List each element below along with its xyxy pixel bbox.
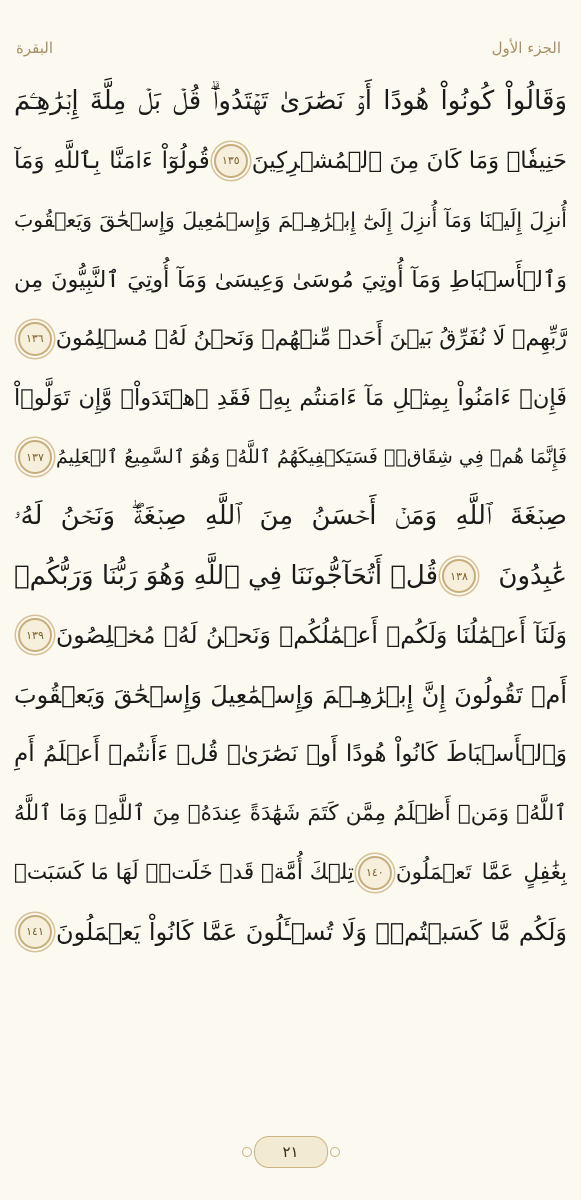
- verse-text: أُنزِلَ إِلَيۡنَا وَمَآ أُنزِلَ إِلَىٰٓ إِبۡرَٰهِـۧمَ وَإِسۡمَٰعِيلَ وَإِسۡحَٰقَ وَيَعۡقُوبَ: [14, 208, 567, 233]
- juz-label: الجزء الأول: [491, 39, 561, 57]
- verse-line: [14, 191, 567, 250]
- ayah-number-marker: ١٣٦: [18, 322, 52, 356]
- verse-line: [14, 131, 567, 190]
- verse-text: حَنِيفٗاۖ وَمَا كَانَ مِنَ ٱلۡمُشۡرِكِينَ: [251, 147, 567, 174]
- ayah-number-marker: ١٣٨: [442, 559, 476, 593]
- verse-line: [14, 368, 567, 427]
- ayah-number-marker: ١٤٠: [358, 856, 392, 890]
- quran-text-block: [14, 72, 567, 961]
- verse-text: وَٱلۡأَسۡبَاطِ وَمَآ أُوتِيَ مُوسَىٰ وَعِيسَىٰ وَمَآ أُوتِيَ ٱلنَّبِيُّونَ مِن: [14, 266, 567, 293]
- verse-line: [14, 309, 567, 368]
- page-number-container: [0, 1136, 581, 1168]
- ayah-number-marker: ١٣٧: [18, 440, 52, 474]
- verse-text: تِلۡكَ أُمَّةٞ قَدۡ خَلَتۡۖ لَهَا مَا كَسَبَتۡ: [14, 860, 354, 885]
- page-number: ٢١: [282, 1143, 299, 1161]
- verse-line: [14, 843, 567, 902]
- verse-text: صِبۡغَةَ ٱللَّهِ وَمَنۡ أَحۡسَنُ مِنَ ٱللَّهِ صِبۡغَةٗۖ وَنَحۡنُ لَهُۥ: [14, 501, 567, 532]
- page-header: [16, 36, 561, 60]
- verse-line: [14, 665, 567, 724]
- verse-text: قُولُوٓاْ ءَامَنَّا بِٱللَّهِ وَمَآ: [14, 147, 210, 174]
- verse-text: وَقَالُواْ كُونُواْ هُودًا أَوۡ نَصَٰرَىٰ تَهۡتَدُواْۗ قُلۡ بَلۡ مِلَّةَ إِبۡرَٰهِـۧمَ: [14, 86, 567, 117]
- verse-line: [14, 902, 567, 961]
- verse-text: ٱللَّهُۗ وَمَنۡ أَظۡلَمُ مِمَّن كَتَمَ شَهَٰدَةً عِندَهُۥ مِنَ ٱللَّهِۗ وَمَا ٱللَّهُ: [14, 800, 567, 826]
- verse-line: [14, 724, 567, 783]
- verse-text: فَإِنۡ ءَامَنُواْ بِمِثۡلِ مَآ ءَامَنتُم بِهِۦ فَقَدِ ٱهۡتَدَواْۖ وَّإِن تَوَلَّوۡاْ: [14, 385, 567, 412]
- verse-line: [14, 250, 567, 309]
- verse-text: وَلَنَآ أَعۡمَٰلُنَا وَلَكُمۡ أَعۡمَٰلُكُمۡ وَنَحۡنُ لَهُۥ مُخۡلِصُونَ: [56, 621, 567, 650]
- ayah-number-marker: ١٤١: [18, 915, 52, 949]
- verse-line: [14, 487, 567, 546]
- verse-line: [14, 606, 567, 665]
- ayah-number-marker: ١٣٥: [214, 144, 248, 178]
- page-number-badge: [254, 1136, 328, 1168]
- verse-text: أَمۡ تَقُولُونَ إِنَّ إِبۡرَٰهِـۧمَ وَإِسۡمَٰعِيلَ وَإِسۡحَٰقَ وَيَعۡقُوبَ: [14, 680, 567, 709]
- verse-text: عَٰبِدُونَ: [498, 561, 567, 592]
- verse-text: فَإِنَّمَا هُمۡ فِي شِقَاقٖۖ فَسَيَكۡفِيكَهُمُ ٱللَّهُۚ وَهُوَ ٱلسَّمِيعُ ٱلۡعَلِيمُ: [56, 446, 567, 469]
- surah-name: البقرة: [16, 39, 53, 57]
- verse-line: [14, 546, 567, 605]
- verse-text: وَلَكُم مَّا كَسَبۡتُمۡۖ وَلَا تُسۡـَٔلُونَ عَمَّا كَانُواْ يَعۡمَلُونَ: [56, 917, 567, 946]
- verse-text: قُلۡ أَتُحَآجُّونَنَا فِي ٱللَّهِ وَهُوَ رَبُّنَا وَرَبُّكُمۡ: [14, 561, 439, 592]
- verse-line: [14, 784, 567, 843]
- verse-text: بِغَٰفِلٍ عَمَّا تَعۡمَلُونَ: [395, 860, 567, 885]
- verse-line: [14, 72, 567, 131]
- verse-text: وَٱلۡأَسۡبَاطَ كَانُواْ هُودًا أَوۡ نَصَٰرَىٰۗ قُلۡ ءَأَنتُمۡ أَعۡلَمُ أَمِ: [14, 740, 567, 767]
- verse-line: [14, 428, 567, 487]
- verse-text: رَّبِّهِمۡ لَا نُفَرِّقُ بَيۡنَ أَحَدٖ مِّنۡهُمۡ وَنَحۡنُ لَهُۥ مُسۡلِمُونَ: [55, 326, 567, 352]
- ayah-number-marker: ١٣٩: [18, 618, 52, 652]
